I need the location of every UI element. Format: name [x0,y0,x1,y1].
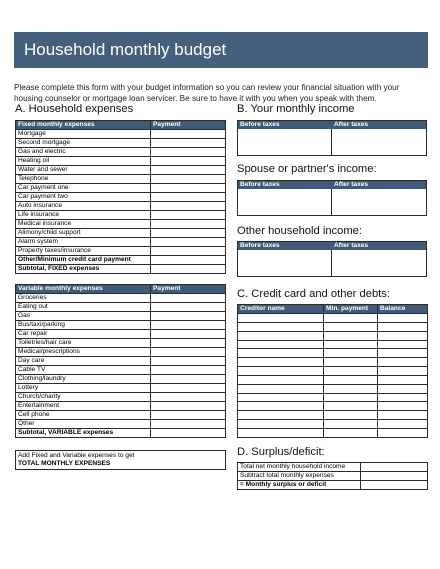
other-income-before-taxes[interactable] [238,250,332,276]
creditor-name-cell[interactable] [238,420,324,429]
title-banner [14,32,428,68]
row-label: Life insurance [16,211,151,220]
spouse-income-heading: Spouse or partner's income: [237,163,377,175]
creditor-name-cell[interactable] [238,402,324,411]
payment-cell[interactable] [151,175,226,184]
payment-cell[interactable] [151,229,226,238]
balance-cell[interactable] [378,349,428,358]
section-d-heading: D. Surplus/deficit: [237,446,325,458]
payment-cell[interactable] [151,294,226,303]
table-row [238,358,428,367]
table-row [238,314,428,323]
row-label: Church/charity [16,393,151,402]
table-header-row: Before taxes After taxes [238,242,426,250]
balance-cell[interactable] [378,358,428,367]
balance-cell[interactable] [378,393,428,402]
row-label: Car payment two [16,193,151,202]
min-payment-cell[interactable] [324,393,378,402]
table-row [238,428,428,437]
row-label: Car payment one [16,184,151,193]
row-label: Other/Minimum credit card payment [16,256,151,265]
table-header-row [16,121,226,130]
row-label: Eating out [16,303,151,312]
table-row [16,451,226,470]
table-row [238,463,428,472]
creditor-name-cell[interactable] [238,340,324,349]
row-label: Toiletries/hair care [16,339,151,348]
balance-cell[interactable] [378,420,428,429]
row-label: Medical insurance [16,220,151,229]
table-row [16,330,226,339]
table-header-row [238,305,428,314]
min-payment-cell[interactable] [324,340,378,349]
table-row [238,402,428,411]
balance-cell[interactable] [378,340,428,349]
payment-cell[interactable] [151,220,226,229]
credit-debts-table [237,304,428,438]
row-label: Heating oil [16,157,151,166]
table-row [16,166,226,175]
balance-cell[interactable] [378,428,428,437]
amount-cell[interactable] [361,472,428,481]
other-income-box [237,241,427,277]
payment-cell[interactable] [151,193,226,202]
table-row [16,265,226,274]
table-header-row: Before taxes After taxes [238,181,426,189]
your-income-before-taxes[interactable] [238,129,332,155]
creditor-name-cell[interactable] [238,349,324,358]
row-label: Groceries [16,294,151,303]
row-label: Cable TV [16,366,151,375]
payment-cell[interactable] [151,303,226,312]
balance-cell[interactable] [378,375,428,384]
balance-cell[interactable] [378,322,428,331]
row-label: = Monthly surplus or deficit [238,481,361,490]
table-row [238,349,428,358]
spouse-income-before-taxes[interactable] [238,189,332,215]
table-row [16,175,226,184]
other-income-after-taxes[interactable] [332,250,426,276]
creditor-name-cell[interactable] [238,367,324,376]
section-a-heading: A. Household expenses [15,103,134,115]
spouse-income-box [237,180,427,216]
row-label: Car repair [16,330,151,339]
row-label: Alarm system [16,238,151,247]
payment-cell[interactable] [151,256,226,265]
row-label: Auto insurance [16,202,151,211]
row-label: Medical/prescriptions [16,348,151,357]
payment-cell[interactable] [151,211,226,220]
table-row [16,220,226,229]
row-label: Cell phone [16,411,151,420]
min-payment-cell[interactable] [324,411,378,420]
payment-cell[interactable] [151,348,226,357]
row-label: Subtotal, VARIABLE expenses [16,429,151,438]
creditor-name-cell[interactable] [238,411,324,420]
amount-cell[interactable] [361,481,428,490]
table-row [238,411,428,420]
table-row [238,322,428,331]
min-payment-cell[interactable] [324,358,378,367]
payment-cell[interactable] [151,429,226,438]
table-row [16,294,226,303]
creditor-name-cell[interactable] [238,384,324,393]
min-payment-cell[interactable] [324,331,378,340]
surplus-deficit-table [237,462,428,490]
creditor-name-cell[interactable] [238,375,324,384]
min-payment-cell[interactable] [324,367,378,376]
your-income-after-taxes[interactable] [332,129,426,155]
row-label: Water and sewer [16,166,151,175]
balance-cell[interactable] [378,384,428,393]
table-row [238,331,428,340]
table-row [238,340,428,349]
row-label: Mortgage [16,130,151,139]
balance-cell[interactable] [378,367,428,376]
payment-cell[interactable] [151,157,226,166]
creditor-name-cell[interactable] [238,331,324,340]
table-row [16,339,226,348]
row-label: Gas and electric [16,148,151,157]
creditor-name-cell[interactable] [238,428,324,437]
row-label: Total net monthly household income [238,463,361,472]
payment-cell[interactable] [151,321,226,330]
table-row [238,375,428,384]
creditor-name-cell[interactable] [238,358,324,367]
min-payment-cell[interactable] [324,322,378,331]
table-row [238,472,428,481]
row-label: Subtotal, FIXED expenses [16,265,151,274]
total-expenses-label: Add Fixed and Variable expenses to get TOTAL MONTHLY EXPENSES [16,451,151,470]
min-payment-cell[interactable] [324,375,378,384]
payment-cell[interactable] [151,139,226,148]
table-row [238,384,428,393]
min-payment-cell[interactable] [324,314,378,323]
row-label: Entertainment [16,402,151,411]
table-row [16,184,226,193]
table-row [16,247,226,256]
table-row [16,348,226,357]
table-header-row: Before taxes After taxes [238,121,426,129]
table-row [16,420,226,429]
payment-header: Payment [151,285,226,294]
payment-cell[interactable] [151,357,226,366]
min-payment-cell[interactable] [324,428,378,437]
balance-cell[interactable] [378,314,428,323]
row-label: Property taxes/insurance [16,247,151,256]
table-row [238,393,428,402]
table-row [16,211,226,220]
variable-expenses-table [15,284,226,438]
other-income-heading: Other household income: [237,225,363,237]
payment-cell[interactable] [151,312,226,321]
table-row [238,367,428,376]
table-row [16,238,226,247]
table-row [16,411,226,420]
table-row [16,384,226,393]
min-payment-header: Min. payment [324,305,378,314]
payment-cell[interactable] [151,375,226,384]
table-row [16,139,226,148]
table-row [16,393,226,402]
page-title: Household monthly budget [24,40,227,59]
creditor-name-cell[interactable] [238,314,324,323]
table-row [16,429,226,438]
balance-cell[interactable] [378,411,428,420]
table-row [16,130,226,139]
table-header-row [16,285,226,294]
table-row [238,420,428,429]
creditor-name-header: Creditor name [238,305,324,314]
table-row [16,366,226,375]
table-row [16,202,226,211]
row-label: Telephone [16,175,151,184]
payment-cell[interactable] [151,330,226,339]
payment-cell[interactable] [151,130,226,139]
table-row [16,193,226,202]
fixed-expenses-header: Fixed monthly expenses [16,121,151,130]
row-label: Subtract total monthly expenses [238,472,361,481]
table-row [16,229,226,238]
row-label: Second mortgage [16,139,151,148]
row-label: Alimony/child support [16,229,151,238]
table-row [16,256,226,265]
min-payment-cell[interactable] [324,420,378,429]
payment-cell[interactable] [151,184,226,193]
row-label: Clothing/laundry [16,375,151,384]
payment-cell[interactable] [151,148,226,157]
row-label: Bus/taxi/parking [16,321,151,330]
total-expenses-table [15,450,226,470]
table-row [16,402,226,411]
payment-cell[interactable] [151,202,226,211]
table-row [238,481,428,490]
variable-expenses-header: Variable monthly expenses [16,285,151,294]
table-row [16,303,226,312]
table-row [16,321,226,330]
table-row [16,312,226,321]
table-row [16,157,226,166]
min-payment-cell[interactable] [324,349,378,358]
min-payment-cell[interactable] [324,402,378,411]
section-c-heading: C. Credit card and other debts: [237,288,390,300]
creditor-name-cell[interactable] [238,393,324,402]
balance-header: Balance [378,305,428,314]
total-expenses-value[interactable] [151,451,226,470]
row-label: Day care [16,357,151,366]
payment-cell[interactable] [151,384,226,393]
amount-cell[interactable] [361,463,428,472]
balance-cell[interactable] [378,402,428,411]
fixed-expenses-table [15,120,226,274]
balance-cell[interactable] [378,331,428,340]
payment-cell[interactable] [151,339,226,348]
creditor-name-cell[interactable] [238,322,324,331]
row-label: Lottery [16,384,151,393]
your-income-box [237,120,427,156]
table-row [16,375,226,384]
spouse-income-after-taxes[interactable] [332,189,426,215]
payment-cell[interactable] [151,238,226,247]
row-label: Gas [16,312,151,321]
payment-cell[interactable] [151,420,226,429]
payment-cell[interactable] [151,247,226,256]
payment-cell[interactable] [151,166,226,175]
min-payment-cell[interactable] [324,384,378,393]
payment-cell[interactable] [151,265,226,274]
table-row [16,357,226,366]
payment-cell[interactable] [151,393,226,402]
intro-text: Please complete this form with your budget information so you can review your financial situation with your housing counselor or mortgage loan servicer. Be sure to have it with you when you speak with them. [14,83,400,103]
section-b-heading: B. Your monthly income [237,103,355,115]
table-row [16,148,226,157]
payment-header: Payment [151,121,226,130]
payment-cell[interactable] [151,366,226,375]
row-label: Other [16,420,151,429]
payment-cell[interactable] [151,402,226,411]
payment-cell[interactable] [151,411,226,420]
